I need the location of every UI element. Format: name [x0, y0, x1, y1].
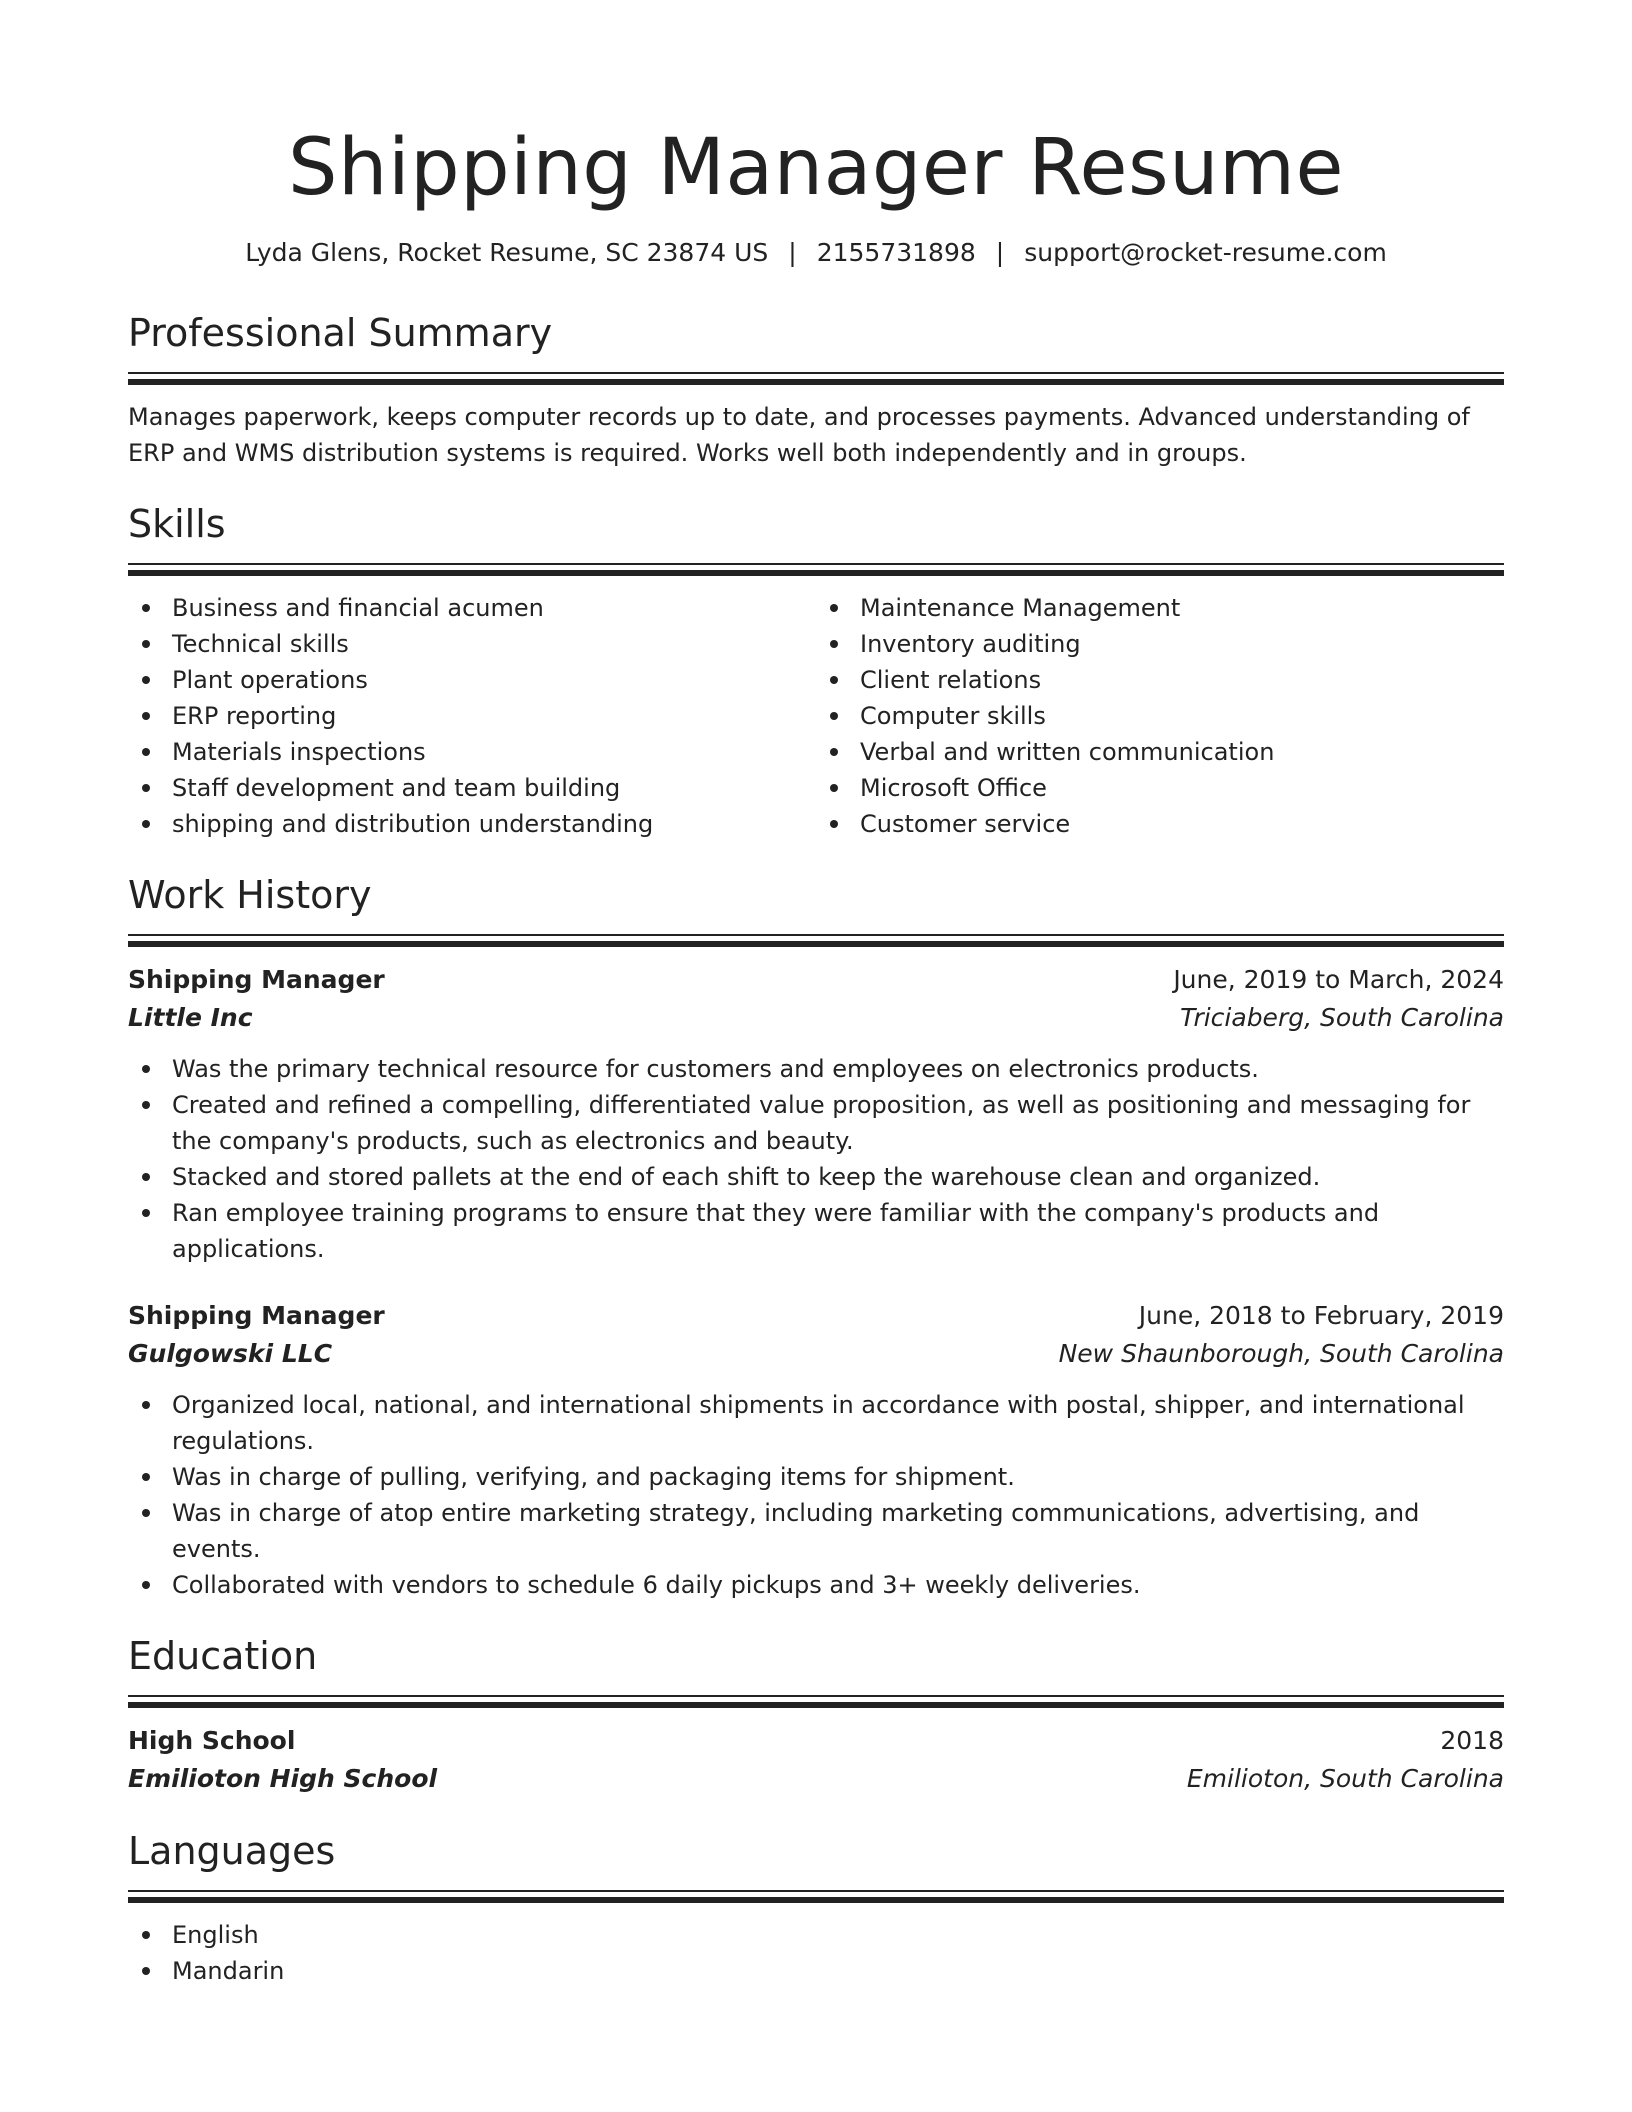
skill-item: Technical skills	[128, 626, 816, 662]
job-duty: Was the primary technical resource for customers and employees on electronics products.	[128, 1051, 1504, 1087]
section-divider	[128, 1890, 1504, 1903]
job-duty: Was in charge of pulling, verifying, and packaging items for shipment.	[128, 1459, 1504, 1495]
job-header-row	[128, 1297, 1504, 1335]
skill-item: shipping and distribution understanding	[128, 806, 816, 842]
job-duty: Was in charge of atop entire marketing strategy, including marketing communications, advertising, and events.	[128, 1495, 1504, 1567]
education-entry	[128, 1722, 1504, 1798]
job-duties-list	[128, 1051, 1504, 1267]
skills-column-right	[816, 590, 1504, 842]
summary-section	[128, 310, 1504, 471]
job-company: Little Inc	[128, 1003, 253, 1032]
education-heading: Education	[128, 1634, 318, 1678]
job-title: Shipping Manager	[128, 1301, 385, 1330]
skills-list-right	[816, 590, 1504, 842]
job-duty: Created and refined a compelling, differentiated value proposition, as well as positioning and messaging for the company's products, such as electronics and beauty.	[128, 1087, 1504, 1159]
contact-separator: |	[788, 238, 797, 267]
skills-list-left	[128, 590, 816, 842]
skills-heading: Skills	[128, 502, 226, 546]
job-company-row	[128, 1335, 1504, 1373]
skills-section	[128, 501, 1504, 842]
skills-grid	[128, 590, 1504, 842]
contact-line	[128, 236, 1504, 270]
job-duty: Collaborated with vendors to schedule 6 daily pickups and 3+ weekly deliveries.	[128, 1567, 1504, 1603]
job-duty: Stacked and stored pallets at the end of each shift to keep the warehouse clean and organized.	[128, 1159, 1504, 1195]
skill-item: Maintenance Management	[816, 590, 1504, 626]
contact-phone: 2155731898	[816, 238, 976, 267]
skill-item: Customer service	[816, 806, 1504, 842]
job-entry	[128, 1297, 1504, 1603]
skill-item: Computer skills	[816, 698, 1504, 734]
skill-item: Staff development and team building	[128, 770, 816, 806]
skill-item: Microsoft Office	[816, 770, 1504, 806]
job-duty: Ran employee training programs to ensure that they were familiar with the company's products and applications.	[128, 1195, 1504, 1267]
education-year: 2018	[1440, 1726, 1504, 1755]
summary-heading: Professional Summary	[128, 311, 553, 355]
language-item: Mandarin	[128, 1953, 1504, 1989]
contact-separator: |	[995, 238, 1005, 267]
skill-item: ERP reporting	[128, 698, 816, 734]
summary-text: Manages paperwork, keeps computer records up to date, and processes payments. Advanced understanding of ERP and WMS distribution systems is required. Works well both independently and in groups.	[128, 403, 1470, 467]
education-degree: High School	[128, 1726, 296, 1755]
job-company: Gulgowski LLC	[128, 1339, 333, 1368]
work-history-heading: Work History	[128, 873, 372, 917]
section-divider	[128, 1695, 1504, 1708]
job-duties-list	[128, 1387, 1504, 1603]
job-dates: June, 2019 to March, 2024	[1173, 965, 1504, 994]
skill-item: Materials inspections	[128, 734, 816, 770]
work-history-section	[128, 872, 1504, 1603]
education-location: Emilioton, South Carolina	[1186, 1764, 1504, 1793]
language-item: English	[128, 1917, 1504, 1953]
job-entry	[128, 961, 1504, 1267]
skill-item: Plant operations	[128, 662, 816, 698]
job-location: Triciaberg, South Carolina	[1180, 1003, 1504, 1032]
job-title: Shipping Manager	[128, 965, 385, 994]
section-divider	[128, 563, 1504, 576]
languages-list	[128, 1917, 1504, 1989]
skill-item: Business and financial acumen	[128, 590, 816, 626]
education-header-row	[128, 1722, 1504, 1760]
job-location: New Shaunborough, South Carolina	[1058, 1339, 1504, 1368]
languages-section	[128, 1828, 1504, 1989]
skill-item: Verbal and written communication	[816, 734, 1504, 770]
education-section	[128, 1633, 1504, 1798]
skills-column-left	[128, 590, 816, 842]
education-school-row	[128, 1760, 1504, 1798]
job-company-row	[128, 999, 1504, 1037]
section-divider	[128, 372, 1504, 385]
section-divider	[128, 934, 1504, 947]
skill-item: Client relations	[816, 662, 1504, 698]
job-header-row	[128, 961, 1504, 999]
languages-heading: Languages	[128, 1829, 336, 1873]
contact-email: support@rocket-resume.com	[1024, 238, 1387, 267]
job-duty: Organized local, national, and international shipments in accordance with postal, shipper, and international regulations.	[128, 1387, 1504, 1459]
page-title: Shipping Manager Resume	[288, 123, 1344, 213]
skill-item: Inventory auditing	[816, 626, 1504, 662]
contact-address: Lyda Glens, Rocket Resume, SC 23874 US	[245, 238, 769, 267]
education-school: Emilioton High School	[128, 1764, 438, 1793]
job-dates: June, 2018 to February, 2019	[1138, 1301, 1504, 1330]
